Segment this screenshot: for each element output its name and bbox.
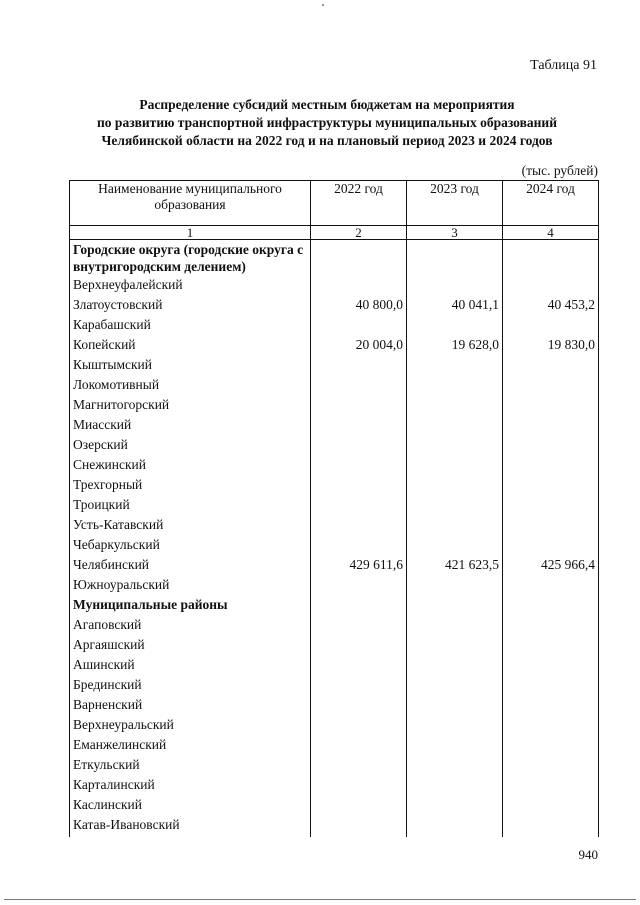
value-2022: [311, 715, 407, 735]
municipality-name: Еманжелинский: [70, 735, 311, 755]
subsidy-table: [69, 180, 599, 837]
table-row: [70, 475, 599, 495]
value-2022: [311, 375, 407, 395]
value-2024: [503, 715, 599, 735]
municipality-name: Ашинский: [70, 655, 311, 675]
value-2024: [503, 515, 599, 535]
value-2022: [311, 455, 407, 475]
column-header-2024: 2024 год: [503, 181, 599, 226]
value-2023: [407, 415, 503, 435]
value-2022: [311, 755, 407, 775]
value-2024: [503, 775, 599, 795]
municipality-name: Каслинский: [70, 795, 311, 815]
value-2022: 429 611,6: [311, 555, 407, 575]
value-2023: [407, 435, 503, 455]
value-2022: [311, 240, 407, 276]
units-label: (тыс. рублей): [521, 163, 598, 178]
value-2023: [407, 635, 503, 655]
column-number: 2: [311, 226, 407, 240]
value-2022: [311, 535, 407, 555]
municipality-name: Еткульский: [70, 755, 311, 775]
value-2022: [311, 475, 407, 495]
value-2024: [503, 615, 599, 635]
value-2023: [407, 655, 503, 675]
table-row: [70, 435, 599, 455]
table-row: [70, 395, 599, 415]
value-2022: [311, 655, 407, 675]
municipality-name: Верхнеуфалейский: [70, 275, 311, 295]
table-row: [70, 455, 599, 475]
table-body: [70, 240, 599, 838]
title-line: Челябинской области на 2022 год и на плановый период 2023 и 2024 годов: [101, 133, 553, 148]
municipality-name: Озерский: [70, 435, 311, 455]
value-2024: [503, 535, 599, 555]
value-2024: [503, 240, 599, 276]
municipality-name: Катав-Ивановский: [70, 815, 311, 837]
value-2024: [503, 395, 599, 415]
value-2024: [503, 315, 599, 335]
column-number-row: [70, 226, 599, 240]
table-row: [70, 275, 599, 295]
municipality-name: Снежинский: [70, 455, 311, 475]
value-2024: [503, 595, 599, 615]
value-2023: [407, 795, 503, 815]
table-row: [70, 715, 599, 735]
municipality-name: Магнитогорский: [70, 395, 311, 415]
value-2023: 19 628,0: [407, 335, 503, 355]
value-2022: [311, 435, 407, 455]
table-row: [70, 415, 599, 435]
value-2024: [503, 635, 599, 655]
value-2024: [503, 735, 599, 755]
value-2024: [503, 495, 599, 515]
value-2022: [311, 615, 407, 635]
table-row: [70, 615, 599, 635]
table-row: [70, 555, 599, 575]
municipality-name: Карабашский: [70, 315, 311, 335]
table-row: [70, 295, 599, 315]
value-2023: [407, 755, 503, 775]
title-line: по развитию транспортной инфраструктуры муниципальных образований: [97, 115, 557, 130]
value-2024: 40 453,2: [503, 295, 599, 315]
value-2024: [503, 415, 599, 435]
value-2023: [407, 615, 503, 635]
table-row: [70, 495, 599, 515]
value-2024: [503, 435, 599, 455]
municipality-name: Городские округа (городские округа с внутригородским делением): [70, 240, 311, 276]
page-bottom-edge: [4, 899, 636, 900]
municipality-name: Брединский: [70, 675, 311, 695]
table-row: [70, 655, 599, 675]
table-row: [70, 375, 599, 395]
column-number: 4: [503, 226, 599, 240]
value-2023: [407, 595, 503, 615]
table-row: [70, 695, 599, 715]
municipality-name: Варненский: [70, 695, 311, 715]
value-2023: [407, 575, 503, 595]
value-2024: [503, 655, 599, 675]
table-row: [70, 335, 599, 355]
value-2022: [311, 815, 407, 837]
value-2022: [311, 675, 407, 695]
municipality-name: Южноуральский: [70, 575, 311, 595]
value-2022: [311, 795, 407, 815]
value-2024: [503, 355, 599, 375]
table-row: [70, 775, 599, 795]
column-number: 1: [70, 226, 311, 240]
municipality-name: Агаповский: [70, 615, 311, 635]
table-row: [70, 635, 599, 655]
value-2022: [311, 575, 407, 595]
value-2024: [503, 455, 599, 475]
value-2023: [407, 815, 503, 837]
value-2022: [311, 695, 407, 715]
table-row: [70, 755, 599, 775]
value-2024: [503, 695, 599, 715]
municipality-name: Верхнеуральский: [70, 715, 311, 735]
municipality-name: Златоустовский: [70, 295, 311, 315]
municipality-name: Троицкий: [70, 495, 311, 515]
title-line: Распределение субсидий местным бюджетам на мероприятия: [139, 97, 515, 112]
value-2023: [407, 495, 503, 515]
table-row: [70, 535, 599, 555]
value-2023: [407, 535, 503, 555]
scan-mark: [322, 4, 324, 6]
value-2023: [407, 375, 503, 395]
value-2022: 40 800,0: [311, 295, 407, 315]
column-header-2023: 2023 год: [407, 181, 503, 226]
value-2022: [311, 495, 407, 515]
value-2023: [407, 240, 503, 276]
municipality-name: Копейский: [70, 335, 311, 355]
value-2022: [311, 395, 407, 415]
table-row: [70, 515, 599, 535]
table-row: [70, 735, 599, 755]
value-2023: 421 623,5: [407, 555, 503, 575]
value-2022: [311, 315, 407, 335]
municipality-name: Муниципальные районы: [70, 595, 311, 615]
table-row: [70, 575, 599, 595]
value-2024: [503, 575, 599, 595]
value-2023: [407, 515, 503, 535]
municipality-name: Миасский: [70, 415, 311, 435]
value-2022: [311, 515, 407, 535]
table-label: Таблица 91: [530, 58, 597, 73]
value-2023: [407, 455, 503, 475]
value-2023: [407, 475, 503, 495]
table-row: [70, 315, 599, 335]
municipality-name: Челябинский: [70, 555, 311, 575]
table-row: [70, 595, 599, 615]
value-2022: [311, 595, 407, 615]
value-2022: [311, 415, 407, 435]
municipality-name: Трехгорный: [70, 475, 311, 495]
value-2023: [407, 355, 503, 375]
municipality-name: Аргаяшский: [70, 635, 311, 655]
value-2023: [407, 715, 503, 735]
page-number: 940: [578, 847, 598, 862]
table-header-row: [70, 181, 599, 226]
value-2022: [311, 775, 407, 795]
value-2024: [503, 275, 599, 295]
municipality-name: Кыштымский: [70, 355, 311, 375]
table-row: [70, 815, 599, 837]
value-2024: [503, 815, 599, 837]
value-2024: [503, 675, 599, 695]
table-row: [70, 795, 599, 815]
value-2023: [407, 675, 503, 695]
value-2022: [311, 635, 407, 655]
municipality-name: Чебаркульский: [70, 535, 311, 555]
column-header-name: Наименование муниципального образования: [70, 181, 311, 226]
value-2022: [311, 275, 407, 295]
value-2023: [407, 315, 503, 335]
value-2024: 425 966,4: [503, 555, 599, 575]
value-2024: [503, 375, 599, 395]
column-header-2022: 2022 год: [311, 181, 407, 226]
value-2024: [503, 795, 599, 815]
municipality-name: Усть-Катавский: [70, 515, 311, 535]
value-2024: [503, 475, 599, 495]
value-2023: [407, 775, 503, 795]
value-2023: 40 041,1: [407, 295, 503, 315]
value-2024: 19 830,0: [503, 335, 599, 355]
table-row: [70, 240, 599, 276]
table-row: [70, 355, 599, 375]
value-2023: [407, 395, 503, 415]
value-2023: [407, 735, 503, 755]
value-2024: [503, 755, 599, 775]
column-number: 3: [407, 226, 503, 240]
value-2022: [311, 355, 407, 375]
table-row: [70, 675, 599, 695]
value-2022: 20 004,0: [311, 335, 407, 355]
municipality-name: Локомотивный: [70, 375, 311, 395]
value-2023: [407, 275, 503, 295]
municipality-name: Карталинский: [70, 775, 311, 795]
value-2023: [407, 695, 503, 715]
value-2022: [311, 735, 407, 755]
document-title: [60, 96, 594, 150]
